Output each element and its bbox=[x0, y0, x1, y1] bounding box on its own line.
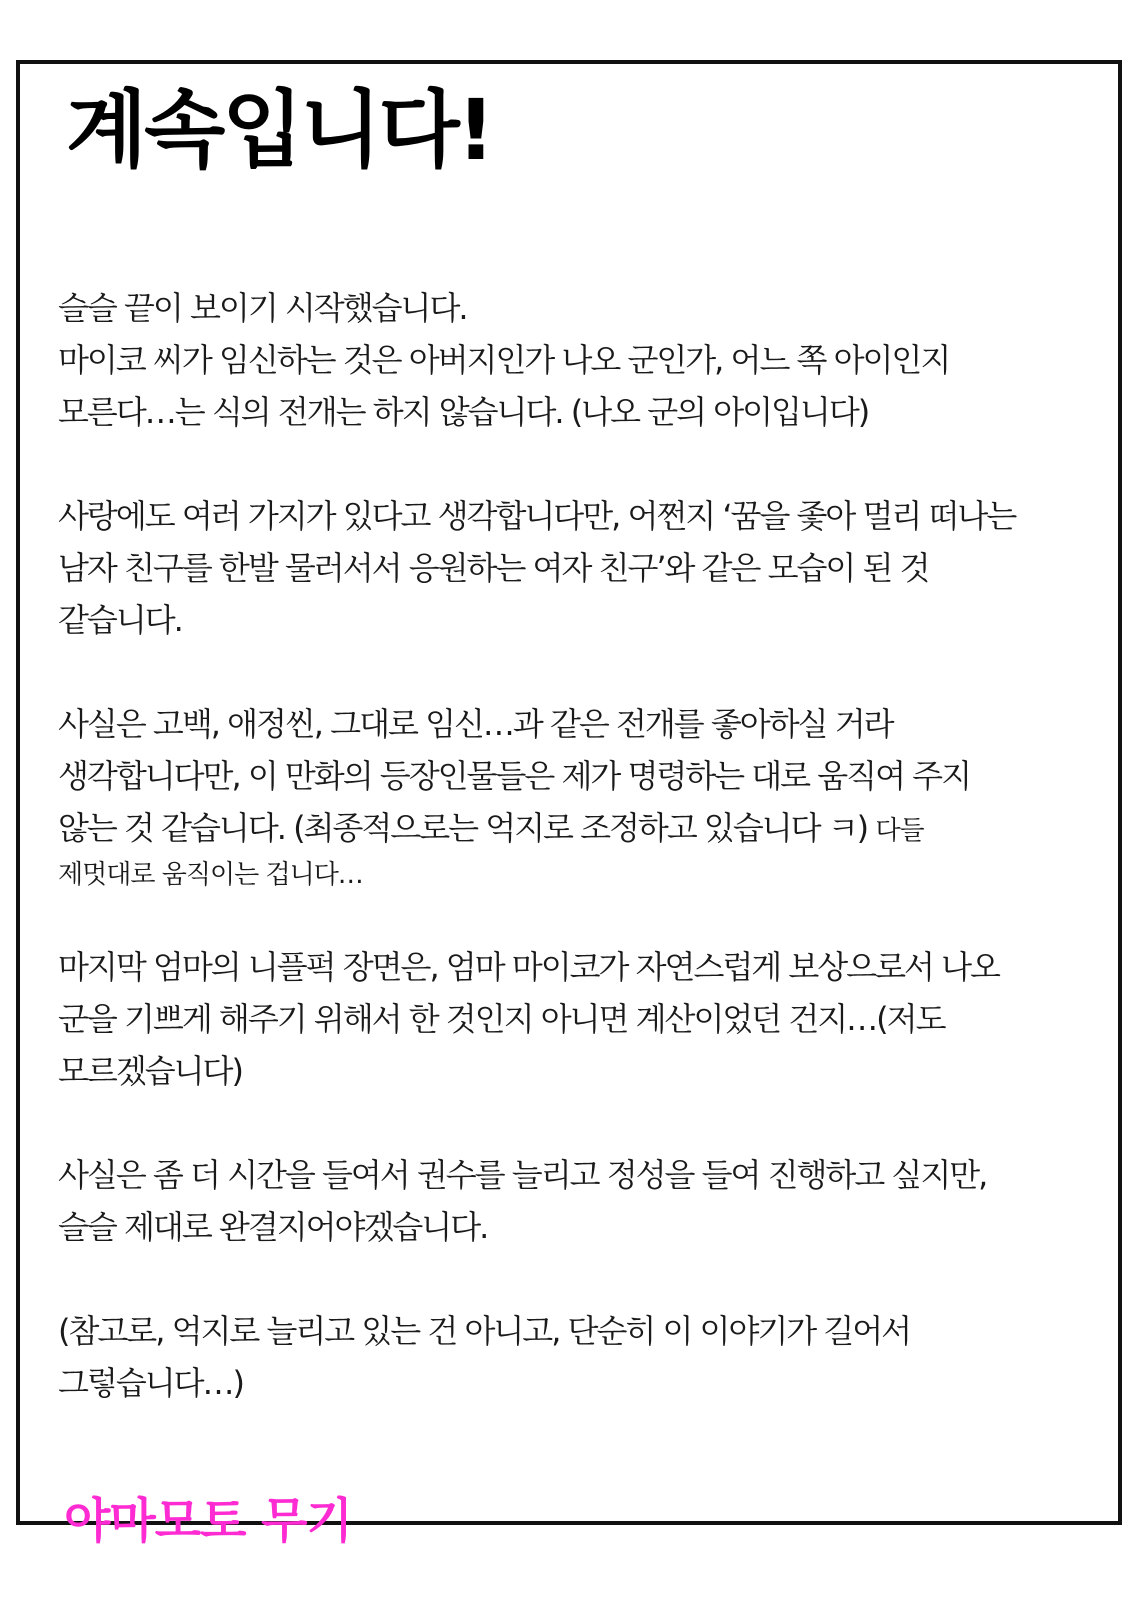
paragraph-line: (참고로, 억지로 늘리고 있는 건 아니고, 단순히 이 이야기가 길어서 bbox=[58, 1312, 911, 1350]
page-title: 계속입니다! bbox=[66, 81, 493, 179]
paragraph-line: 사실은 고백, 애정씬, 그대로 임신…과 같은 전개를 좋아하실 거라 bbox=[58, 705, 893, 743]
paragraph-line: 슬슬 끝이 보이기 시작했습니다. bbox=[58, 289, 467, 327]
small-note-line: 제멋대로 움직이는 겁니다… bbox=[58, 860, 363, 890]
paragraph-5 bbox=[58, 1149, 1078, 1253]
paragraph-line: 마이코 씨가 임신하는 것은 아버지인가 나오 군인가, 어느 쪽 아이인지 bbox=[58, 341, 950, 379]
paragraph-line: 남자 친구를 한발 물러서서 응원하는 여자 친구’와 같은 모습이 된 것 bbox=[58, 549, 929, 587]
paragraph-line: 군을 기쁘게 해주기 위해서 한 것인지 아니면 계산이었던 건지…(저도 bbox=[58, 1000, 945, 1038]
paragraph-line: 사랑에도 여러 가지가 있다고 생각합니다만, 어쩐지 ‘꿈을 좇아 멀리 떠나는 bbox=[58, 497, 1016, 535]
small-note-inline: 다들 bbox=[875, 816, 924, 846]
paragraph-1 bbox=[58, 282, 1078, 438]
paragraph-line: 생각합니다만, 이 만화의 등장인물들은 제가 명령하는 대로 움직여 주지 bbox=[58, 757, 970, 795]
paragraph-2 bbox=[58, 490, 1078, 646]
author-signature: 야마모토 무기 bbox=[64, 1493, 352, 1549]
paragraph-6 bbox=[58, 1305, 1078, 1409]
paragraph-line: 슬슬 제대로 완결지어야겠습니다. bbox=[58, 1208, 488, 1246]
paragraph-line: 같습니다. bbox=[58, 601, 182, 639]
paragraph-4 bbox=[58, 941, 1078, 1097]
paragraph-line: 사실은 좀 더 시간을 들여서 권수를 늘리고 정성을 들여 진행하고 싶지만, bbox=[58, 1156, 987, 1194]
paragraph-line bbox=[58, 802, 1078, 857]
paragraph-line: 그렇습니다…) bbox=[58, 1364, 244, 1402]
paragraph-line: 마지막 엄마의 니플퍽 장면은, 엄마 마이코가 자연스럽게 보상으로서 나오 bbox=[58, 948, 999, 986]
paragraph-line: 모르겠습니다) bbox=[58, 1052, 242, 1090]
paragraph-3 bbox=[58, 698, 1078, 897]
afterword-body bbox=[58, 282, 1078, 1461]
paragraph-line: 모른다…는 식의 전개는 하지 않습니다. (나오 군의 아이입니다) bbox=[58, 393, 869, 431]
paragraph-line-text: 않는 것 같습니다. (최종적으로는 억지로 조정하고 있습니다 ㅋ) bbox=[58, 809, 868, 847]
